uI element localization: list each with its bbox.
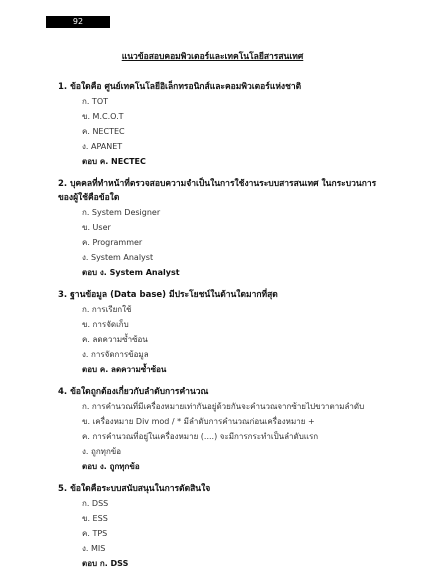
question-1 bbox=[58, 80, 388, 169]
option: ข. M.C.O.T bbox=[82, 112, 124, 121]
question-text: 1. ข้อใดคือ ศูนย์เทคโนโลยีอิเล็กทรอนิกส์และคอมพิวเตอร์แห่งชาติ bbox=[58, 82, 302, 92]
option: ข. เครื่องหมาย Div mod / * มีลำดับการคำนวณก่อนเครื่องหมาย + bbox=[82, 417, 315, 426]
option: ค. TPS bbox=[82, 529, 108, 538]
question-text: 2. บุคคลที่ทำหน้าที่ตรวจสอบความจำเป็นในการใช้งานระบบสารสนเทศ ในกระบวนการของผู้ใช้คือข้อใด bbox=[58, 179, 377, 203]
option: ค. Programmer bbox=[82, 238, 143, 247]
option: ง. ถูกทุกข้อ bbox=[82, 447, 122, 456]
option: ค. การคำนวณที่อยู่ในเครื่องหมาย (....) จะมีการกระทำเป็นลำดับแรก bbox=[82, 432, 319, 441]
page-title: แนวข้อสอบคอมพิวเตอร์และเทคโนโลยีสารสนเทศ bbox=[121, 52, 304, 62]
option: ข. การจัดเก็บ bbox=[82, 320, 129, 329]
answer: ตอบ ง. ถูกทุกข้อ bbox=[82, 462, 140, 471]
option: ก. System Designer bbox=[82, 208, 161, 217]
question-text: 4. ข้อใดถูกต้องเกี่ยวกับลำดับการคำนวณ bbox=[58, 387, 209, 397]
option: ก. DSS bbox=[82, 499, 109, 508]
option: ก. การเรียกใช้ bbox=[82, 305, 132, 314]
option: ค. NECTEC bbox=[82, 127, 125, 136]
question-text: 3. ฐานข้อมูล (Data base) มีประโยชน์ในด้านใดมากที่สุด bbox=[58, 290, 278, 300]
answer: ตอบ ง. System Analyst bbox=[82, 268, 180, 277]
question-3 bbox=[58, 288, 388, 377]
answer: ตอบ ก. DSS bbox=[82, 559, 129, 568]
option: ข. ESS bbox=[82, 514, 108, 523]
question-5 bbox=[58, 482, 388, 571]
option: ข. User bbox=[82, 223, 111, 232]
option: ง. MIS bbox=[82, 544, 106, 553]
question-2 bbox=[58, 177, 388, 280]
question-list bbox=[58, 80, 388, 579]
option: ง. System Analyst bbox=[82, 253, 154, 262]
option: ง. การจัดการข้อมูล bbox=[82, 350, 149, 359]
question-text: 5. ข้อใดคือระบบสนับสนุนในการตัดสินใจ bbox=[58, 484, 211, 494]
page-number: 92 bbox=[46, 16, 110, 28]
option: ค. ลดความซ้ำซ้อน bbox=[82, 335, 148, 344]
answer: ตอบ ค. NECTEC bbox=[82, 157, 146, 166]
question-4 bbox=[58, 385, 388, 474]
option: ง. APANET bbox=[82, 142, 123, 151]
option: ก. การคำนวณที่มีเครื่องหมายเท่ากันอยู่ด้วยกันจะคำนวณจากซ้ายไปขวาตามลำดับ bbox=[82, 402, 365, 411]
answer: ตอบ ค. ลดความซ้ำซ้อน bbox=[82, 365, 167, 374]
option: ก. TOT bbox=[82, 97, 108, 106]
